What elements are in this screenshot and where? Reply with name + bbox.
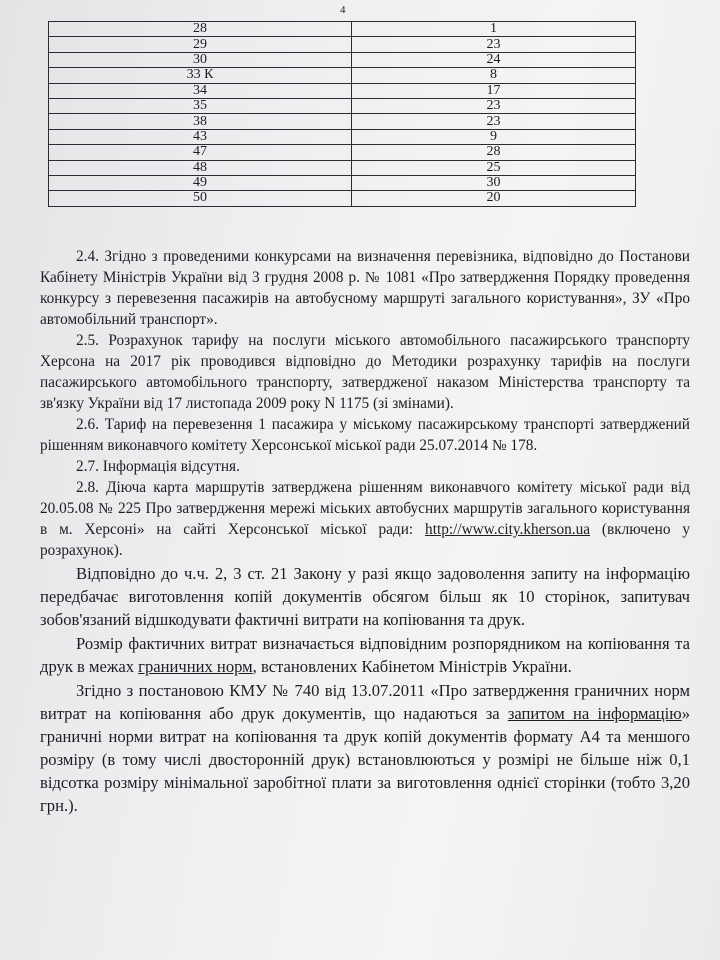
route-value-cell: 17 xyxy=(352,83,636,98)
route-value-cell: 24 xyxy=(352,52,636,67)
paragraph-2-5: 2.5. Розрахунок тарифу на послуги міського автомобільного пасажирського транспорту Херсона на 2017 рік проводився відповідно до Методики розрахунку тарифів на послуги пасажирського автомобільного транспорту, затвердженої наказом Міністерства транспорту та зв'язку України від 17 листопада 2009 року N 1175 (зі змінами). xyxy=(40,332,690,412)
route-number-cell: 50 xyxy=(49,191,352,206)
route-number-cell: 33 К xyxy=(49,68,352,83)
table-row xyxy=(49,191,636,206)
route-number-cell: 43 xyxy=(49,129,352,144)
table-row xyxy=(49,68,636,83)
paragraph-2-6: 2.6. Тариф на перевезення 1 пасажира у міському пасажирському транспорті затверджений рішенням виконавчого комітету Херсонської міської ради 25.07.2014 № 178. xyxy=(40,416,690,454)
route-number-cell: 47 xyxy=(49,145,352,160)
route-number-cell: 49 xyxy=(49,175,352,190)
document-body xyxy=(40,246,690,817)
routes-table xyxy=(48,21,636,207)
route-value-cell: 25 xyxy=(352,160,636,175)
cost-size-text: Розмір фактичних витрат визначається відповідним розпорядником на копіювання та друк в межах xyxy=(40,634,690,676)
table-row xyxy=(49,22,636,37)
paragraph-cost-size xyxy=(40,632,690,678)
route-value-cell: 23 xyxy=(352,114,636,129)
paragraph-law: Відповідно до ч.ч. 2, 3 ст. 21 Закону у разі якщо задоволення запиту на інформацію передбачає виготовлення копій документів обсягом більш як 10 сторінок, запитувач зобов'язаний відшкодувати фактичні витрати на копіювання та друк. xyxy=(40,564,690,629)
route-number-cell: 38 xyxy=(49,114,352,129)
city-website-link[interactable]: http://www.city.kherson.ua xyxy=(425,521,591,538)
table-row xyxy=(49,160,636,175)
route-value-cell: 9 xyxy=(352,129,636,144)
route-value-cell: 30 xyxy=(352,175,636,190)
route-number-cell: 34 xyxy=(49,83,352,98)
paragraph-2-8-text: 2.8. Діюча карта маршрутів затверджена рішенням виконавчого комітету міської ради від 20.05.08 № 225 Про затвердження мережі міських автобусних маршрутів загального користування в м. Херсоні» на сайті Херсонської міської ради: xyxy=(40,479,690,538)
route-number-cell: 48 xyxy=(49,160,352,175)
kmu-text: Згідно з постановою КМУ № 740 від 13.07.2011 «Про затвердження граничних норм витрат на копіювання або друк документів, що надаються за xyxy=(40,681,690,723)
route-value-cell: 23 xyxy=(352,37,636,52)
route-number-cell: 28 xyxy=(49,22,352,37)
table-row xyxy=(49,52,636,67)
route-number-cell: 35 xyxy=(49,98,352,113)
cost-size-tail: , встановлених Кабінетом Міністрів України. xyxy=(252,657,572,676)
route-number-cell: 30 xyxy=(49,52,352,67)
table-row xyxy=(49,83,636,98)
table-row xyxy=(49,129,636,144)
info-request-underlined: запитом на інформацію xyxy=(507,704,682,723)
paragraph-kmu-resolution xyxy=(40,679,690,817)
route-value-cell: 23 xyxy=(352,98,636,113)
limit-norms-underlined: граничних норм xyxy=(138,657,253,676)
table-row xyxy=(49,175,636,190)
route-value-cell: 28 xyxy=(352,145,636,160)
page-number: 4 xyxy=(340,4,346,16)
paragraph-2-7: 2.7. Інформація відсутня. xyxy=(76,458,240,475)
route-value-cell: 8 xyxy=(352,68,636,83)
paragraph-2-8-tail: (включено у розрахунок). xyxy=(40,521,691,559)
route-number-cell: 29 xyxy=(49,37,352,52)
table-row xyxy=(49,114,636,129)
route-value-cell: 1 xyxy=(352,22,636,37)
table-row xyxy=(49,98,636,113)
table-row xyxy=(49,145,636,160)
paragraph-2-8 xyxy=(40,477,690,561)
route-value-cell: 20 xyxy=(352,191,636,206)
table-row xyxy=(49,37,636,52)
kmu-tail: » граничні норми витрат на копіювання та друк копій документів формату А4 та меншого розміру (в тому числі двосторонній друк) встановлюються у розмірі не більше ніж 0,1 відсотка розміру мінімальної заробітної плати за виготовлення однієї сторінки (тобто 3,20 грн.). xyxy=(40,704,690,815)
paragraph-2-4: 2.4. Згідно з проведеними конкурсами на визначення перевізника, відповідно до Постанови Кабінету Міністрів України від 3 грудня 2008 р. № 1081 «Про затвердження Порядку проведення конкурсу з перевезення пасажирів на автобусному маршруті загального користування», ЗУ «Про автомобільний транспорт». xyxy=(40,248,690,328)
